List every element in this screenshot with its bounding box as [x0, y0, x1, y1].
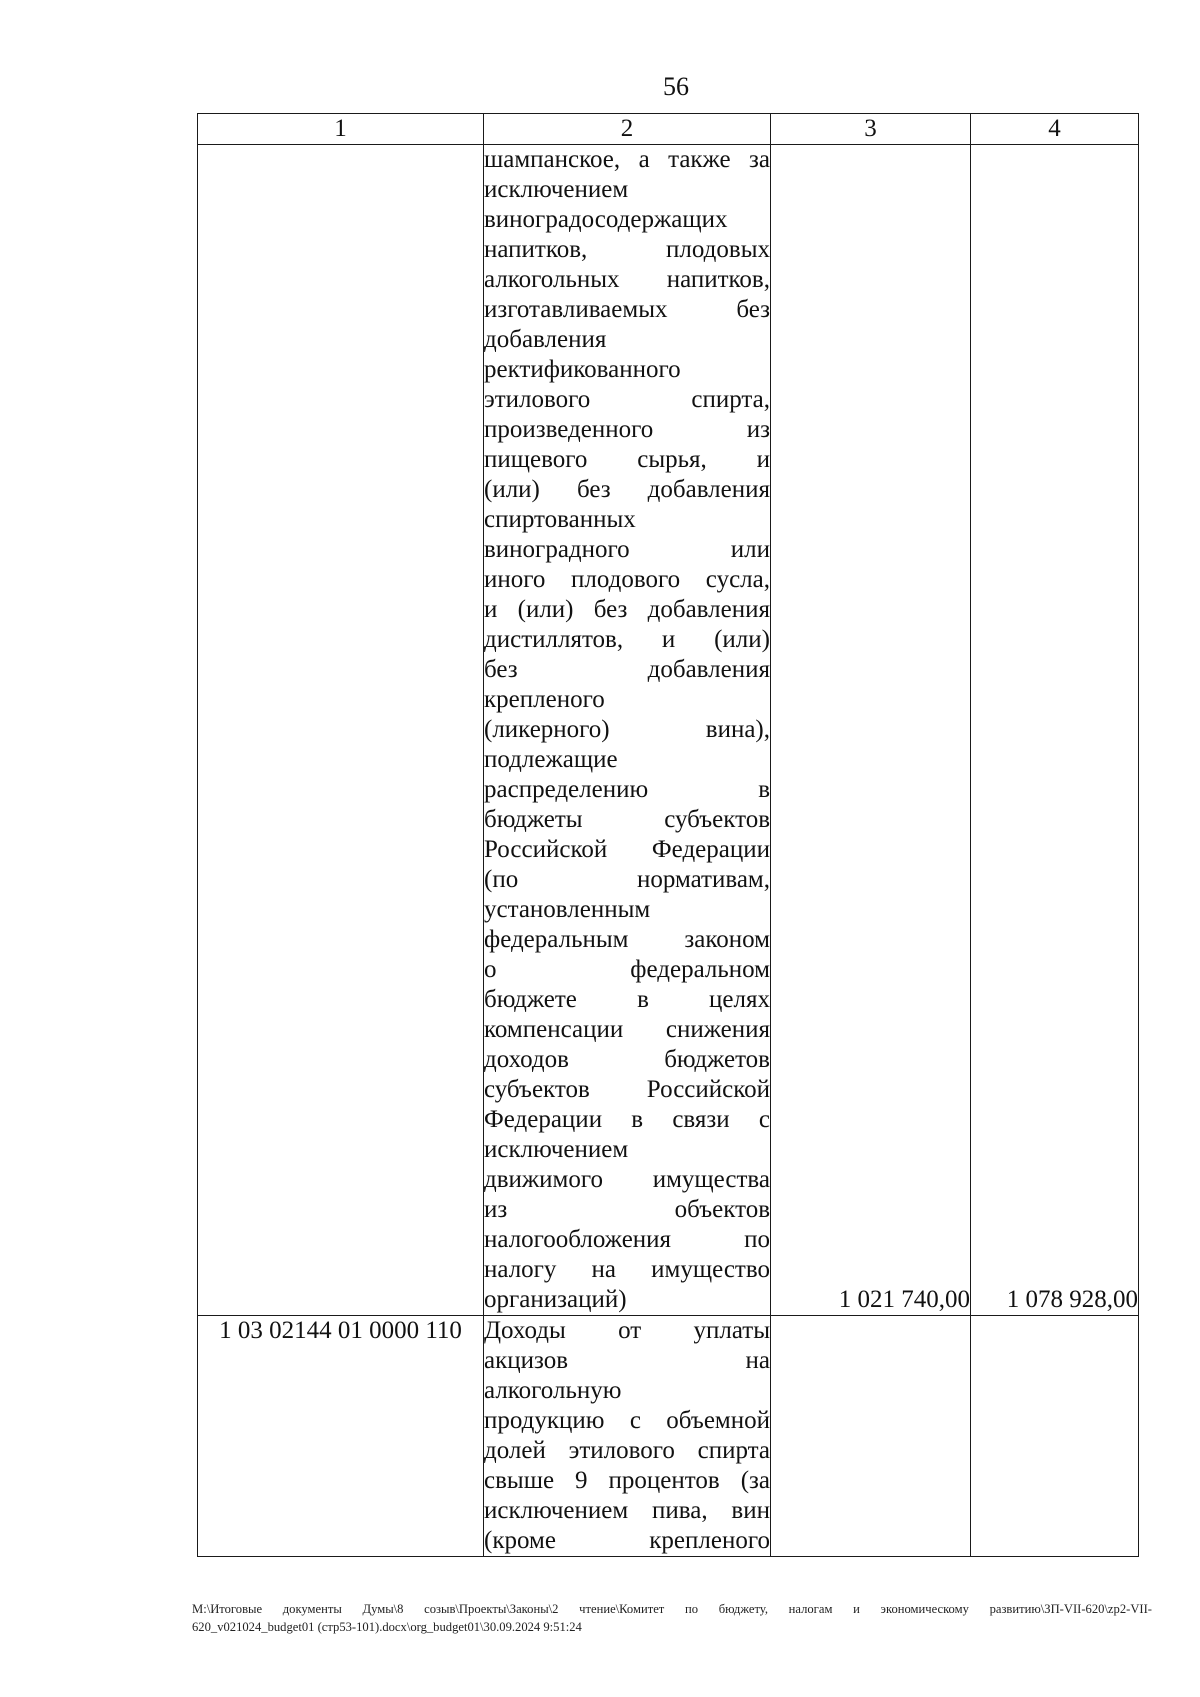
description-line: спиртованных [484, 506, 636, 533]
page-number: 56 [663, 72, 689, 101]
description-line: установленным [484, 896, 651, 923]
document-file-path [192, 1600, 1152, 1636]
description-line: Российской Федерации [484, 836, 770, 863]
description-line: организаций) [484, 1286, 627, 1313]
description-line: компенсации снижения [484, 1016, 770, 1043]
description-line: субъектов Российской [484, 1076, 770, 1103]
column-header-4: 4 [971, 114, 1139, 145]
description-line: (ликерного) вина), [484, 716, 770, 743]
description-line: (по нормативам, [484, 866, 770, 893]
description-line: движимого имущества [484, 1166, 770, 1193]
description-line: исключением [484, 176, 629, 203]
description-line: бюджеты субъектов [484, 806, 770, 833]
description-line: шампанское, а также за [484, 146, 770, 173]
description-line: из объектов [484, 1196, 770, 1223]
description-line: подлежащие [484, 746, 618, 773]
description-line: исключением [484, 1136, 629, 1163]
budget-code-cell: 1 03 02144 01 0000 110 [198, 1316, 484, 1557]
description-line: алкогольную [484, 1377, 622, 1404]
description-line: о федеральном [484, 956, 770, 983]
description-cell [484, 1316, 771, 1557]
amount-2025-cell: 1 021 740,00 [771, 145, 971, 1316]
description-line: этилового спирта, [484, 386, 770, 413]
description-line: без добавления [484, 656, 770, 683]
description-line: Федерации в связи с [484, 1106, 770, 1133]
description-line: ректификованного [484, 356, 681, 383]
description-line: налогу на имущество [484, 1256, 770, 1283]
file-path-line: 620_v021024_budget01 (стр53-101).docx\org_budget01\30.09.2024 9:51:24 [192, 1620, 582, 1634]
table-row [198, 145, 1139, 1316]
description-line: акцизов на [484, 1347, 770, 1374]
description-line: пищевого сырья, и [484, 446, 770, 473]
description-line: виноградного или [484, 536, 770, 563]
description-line: исключением пива, вин [484, 1497, 770, 1524]
amount-2026-cell [971, 1316, 1139, 1557]
description-line: федеральным законом [484, 926, 770, 953]
table-header-row [198, 114, 1139, 145]
amount-2026-cell: 1 078 928,00 [971, 145, 1139, 1316]
description-line: произведенного из [484, 416, 770, 443]
description-line: крепленого [484, 686, 605, 713]
description-line: долей этилового спирта [484, 1437, 770, 1464]
description-line: доходов бюджетов [484, 1046, 770, 1073]
description-line: (или) без добавления [484, 476, 770, 503]
description-line: напитков, плодовых [484, 236, 770, 263]
table-row [198, 1316, 1139, 1557]
amount-2025-cell [771, 1316, 971, 1557]
description-line: (кроме крепленого [484, 1527, 770, 1554]
description-line: продукцию с объемной [484, 1407, 770, 1434]
description-line: изготавливаемых без [484, 296, 770, 323]
description-line: иного плодового сусла, [484, 566, 770, 593]
description-line: добавления [484, 326, 607, 353]
description-line: бюджете в целях [484, 986, 770, 1013]
column-header-3: 3 [771, 114, 971, 145]
file-path-line: М:\Итоговые документы Думы\8 созыв\Проекты\Законы\2 чтение\Комитет по бюджету, налогам и экономическому развитию\ЗП-VII-620\zp2-VII- [192, 1602, 1152, 1616]
description-line: виноградосодержащих [484, 206, 728, 233]
column-header-1: 1 [198, 114, 484, 145]
description-cell [484, 145, 771, 1316]
description-line: и (или) без добавления [484, 596, 770, 623]
budget-table [197, 113, 1139, 1557]
budget-code-cell [198, 145, 484, 1316]
description-line: распределению в [484, 776, 770, 803]
description-line: дистиллятов, и (или) [484, 626, 770, 653]
description-line: налогообложения по [484, 1226, 770, 1253]
description-line: алкогольных напитков, [484, 266, 770, 293]
description-line: свыше 9 процентов (за [484, 1467, 770, 1494]
column-header-2: 2 [484, 114, 771, 145]
description-line: Доходы от уплаты [484, 1317, 770, 1344]
